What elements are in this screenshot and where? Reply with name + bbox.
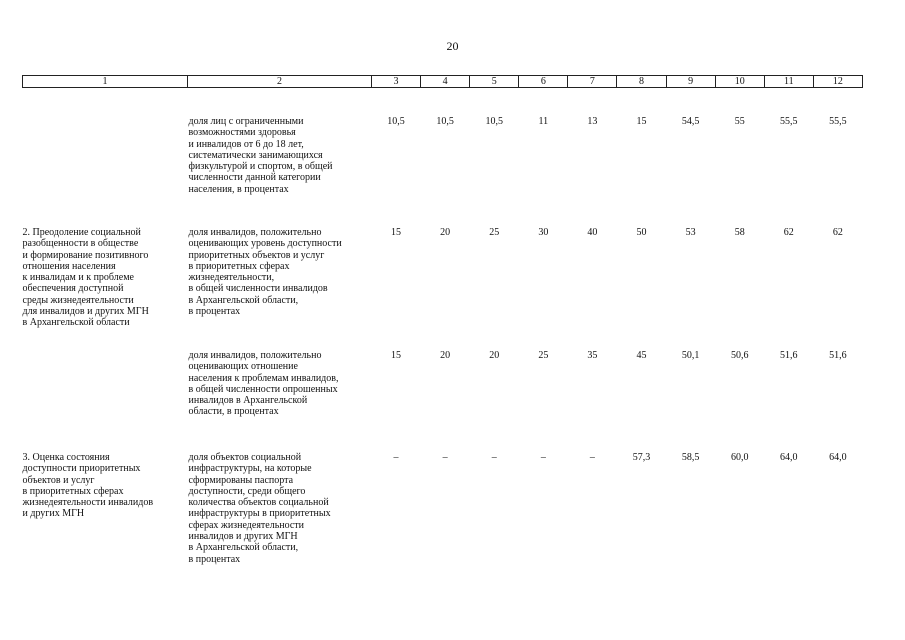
value-cell: – [491, 452, 497, 463]
value-cell: 50,1 [681, 350, 700, 361]
column-header: 4 [421, 76, 470, 88]
indicator-cell: доля лиц с ограниченными возможностями здоровья и инвалидов от 6 до 18 лет, систематически занимающихся физкультурой и спортом, в общей численности данной категории населения, в процентах [188, 116, 333, 195]
column-header: 12 [813, 76, 862, 88]
value-cell: 10,5 [387, 116, 405, 127]
column-header: 2 [188, 76, 372, 88]
value-cell: 20 [489, 350, 500, 361]
value-cell: 13 [587, 116, 598, 127]
value-cell: – [393, 452, 399, 463]
value-cell: 51,6 [780, 350, 798, 361]
value-cell: 20 [440, 227, 451, 238]
indicator-cell: доля объектов социальной инфраструктуры, на которые сформированы паспорта доступности, среди общего количества объектов социальной инфраструктуры в приоритетных сферах жизнедеятельности инвалидов и других МГН в Архангельской области, в процентах [188, 452, 331, 565]
goal-cell [23, 88, 188, 228]
value-cell: 50 [636, 227, 647, 238]
value-cell: 53 [685, 227, 696, 238]
value-cell: 58,5 [681, 452, 700, 463]
value-cell: 55 [734, 116, 745, 127]
value-cell: 55,5 [780, 116, 798, 127]
goal-cell: 3. Оценка состояния доступности приоритетных объектов и услуг в приоритетных сферах жизнедеятельности инвалидов и других МГН [22, 452, 154, 520]
value-cell: 15 [391, 350, 402, 361]
table-header-row [23, 76, 863, 88]
column-header: 8 [617, 76, 666, 88]
column-header: 7 [568, 76, 617, 88]
value-cell: 15 [636, 116, 647, 127]
value-cell: 62 [783, 227, 794, 238]
value-cell: 62 [832, 227, 843, 238]
column-header: 11 [764, 76, 813, 88]
column-header: 10 [715, 76, 764, 88]
column-header: 6 [519, 76, 568, 88]
value-cell: 54,5 [681, 116, 700, 127]
value-cell: 30 [538, 227, 549, 238]
value-cell: 57,3 [632, 452, 651, 463]
value-cell: 35 [587, 350, 598, 361]
value-cell: 60,0 [730, 452, 749, 463]
column-header: 1 [23, 76, 188, 88]
column-header: 3 [372, 76, 421, 88]
value-cell: – [540, 452, 546, 463]
value-cell: 11 [538, 116, 549, 127]
value-cell: 50,6 [730, 350, 749, 361]
value-cell: 45 [636, 350, 647, 361]
value-cell: – [442, 452, 448, 463]
column-header: 9 [666, 76, 715, 88]
goal-cell [23, 350, 188, 452]
value-cell: 51,6 [829, 350, 847, 361]
value-cell: 10,5 [436, 116, 454, 127]
table-row [23, 350, 863, 452]
table-row [23, 452, 863, 565]
value-cell: 58 [734, 227, 745, 238]
value-cell: 64,0 [829, 452, 847, 463]
table-row [23, 88, 863, 228]
value-cell: 20 [440, 350, 451, 361]
value-cell: 10,5 [485, 116, 503, 127]
value-cell: 15 [391, 227, 402, 238]
value-cell: 55,5 [829, 116, 847, 127]
indicator-cell: доля инвалидов, положительно оценивающих уровень доступности приоритетных объектов и услуг в приоритетных сферах жизнедеятельности, в общей численности инвалидов в Архангельской области, в процентах [188, 227, 342, 318]
page-number: 20 [446, 39, 459, 53]
value-cell: – [589, 452, 595, 463]
value-cell: 40 [587, 227, 598, 238]
goal-cell: 2. Преодоление социальной разобщенности в обществе и формирование позитивного отношения населения к инвалидам и к проблеме обеспечения доступной среды жизнедеятельности для инвалидов и других МГН в Архангельской области [22, 227, 149, 329]
value-cell: 64,0 [780, 452, 798, 463]
value-cell: 25 [538, 350, 549, 361]
value-cell: 25 [489, 227, 500, 238]
indicator-cell: доля инвалидов, положительно оценивающих отношение населения к проблемам инвалидов, в общей численности опрошенных инвалидов в Архангельской области, в процентах [188, 350, 339, 418]
column-header: 5 [470, 76, 519, 88]
table-row [23, 227, 863, 350]
indicators-table [22, 75, 863, 565]
